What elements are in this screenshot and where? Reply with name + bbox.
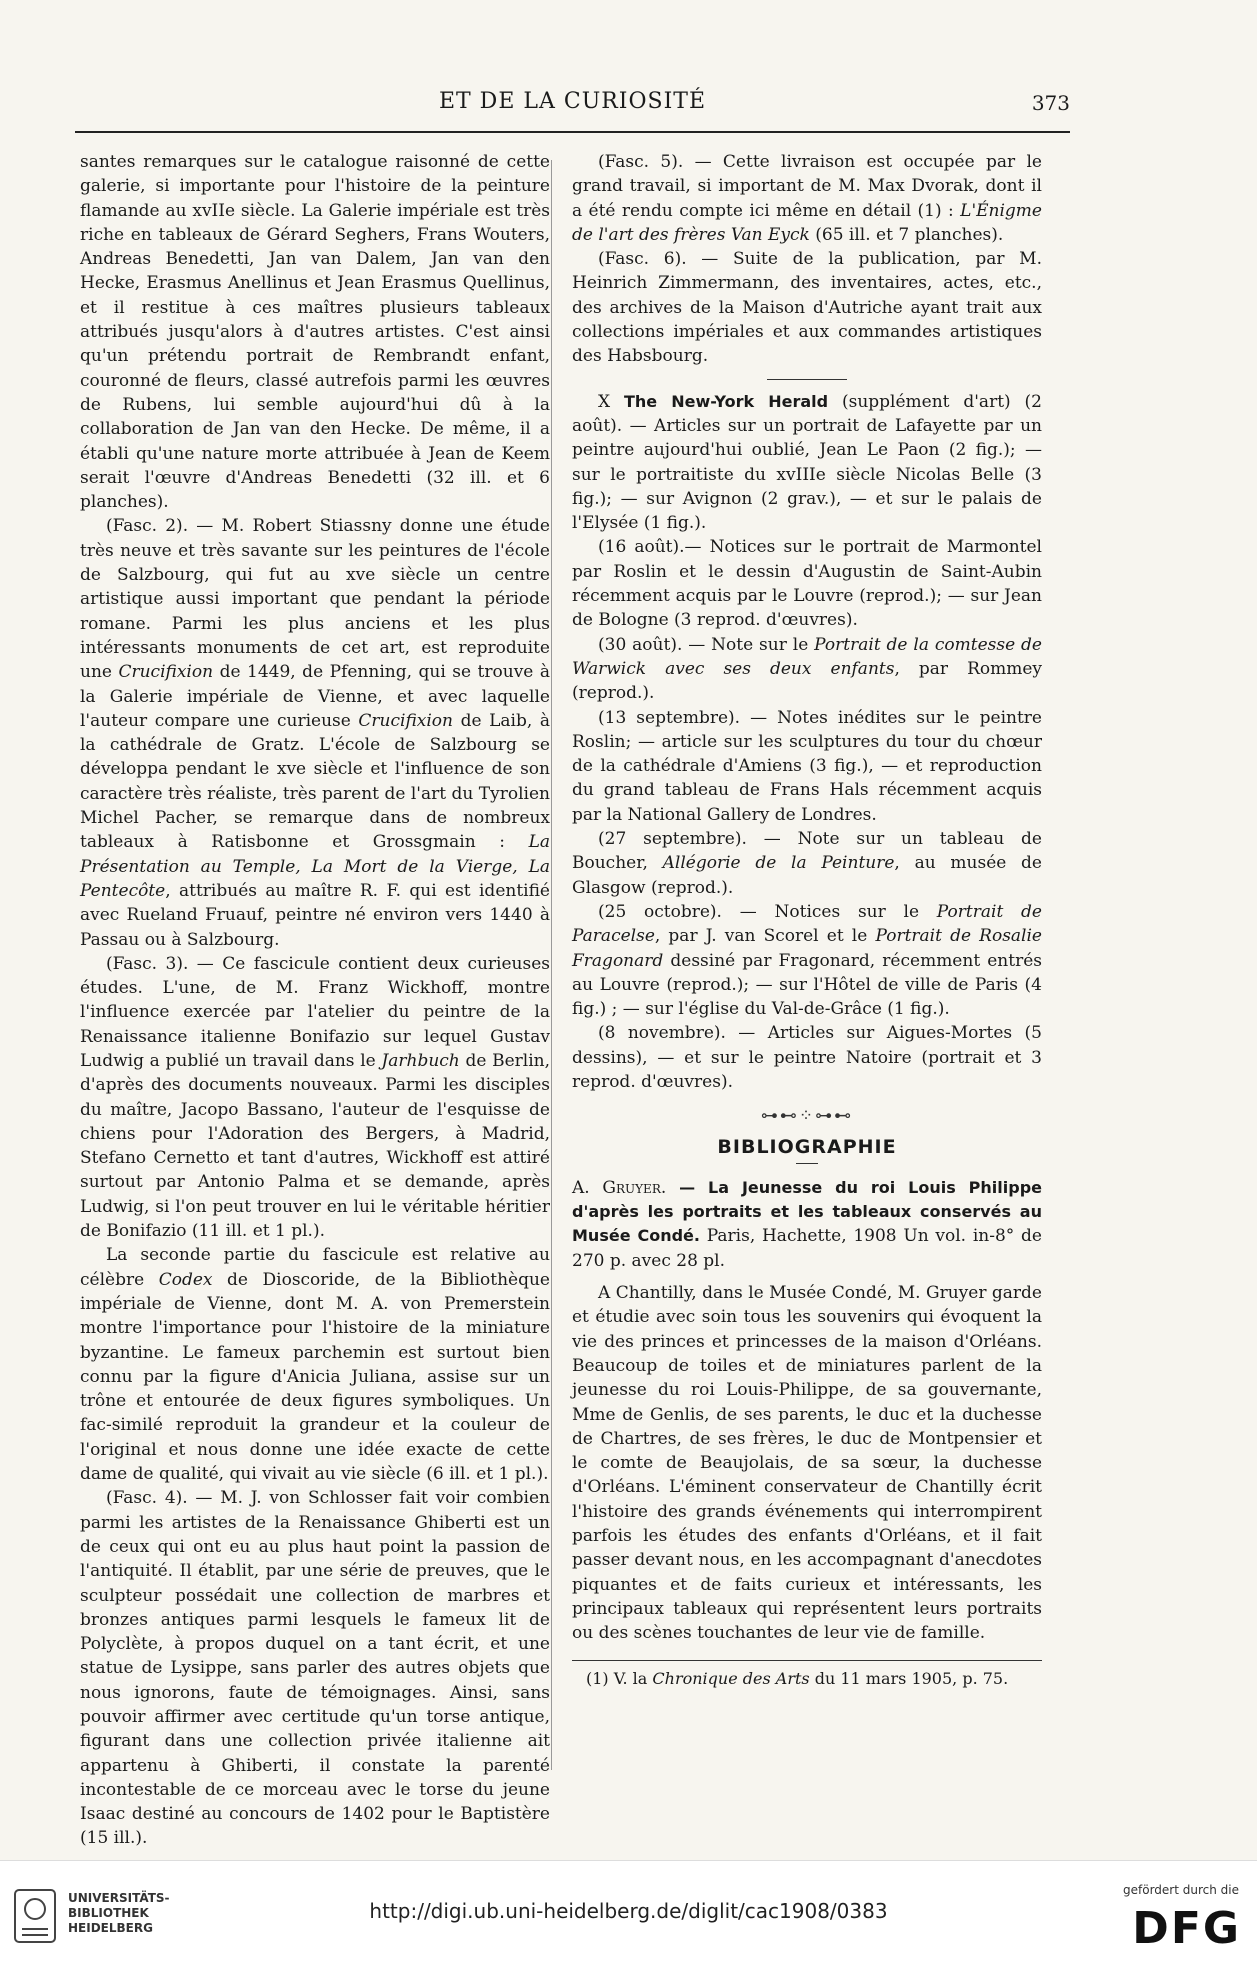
paragraph (572, 827, 1042, 900)
text-run: (Fasc. 3). — Ce fascicule contient deux curieuses études. L'une, de M. Franz Wickhoff, montre l'influence exercée par l'atelier du peintre de la Renaissance italienne Bonifazio sur lequel Gustav Ludwig a publié un travail dans le (80, 953, 550, 1071)
text-run: , par J. van Scorel et le (654, 926, 876, 947)
paragraph: santes remarques sur le catalogue raisonné de cette galerie, si importante pour l'histoire de la peinture flamande au xvIIe siècle. La Galerie impériale est très riche en tableaux de Gérard Seghers, Frans Wouters, Andreas Benedetti, Jan van Dalem, Jan van den Hecke, Erasmus Anellinus et Jean Erasmus Quellinus, et il restitue à ces maîtres plusieurs tableaux attribués jusqu'alors à d'autres artistes. C'est ainsi qu'un prétendu portrait de Rembrandt enfant, couronné de fleurs, classé autrefois parmi les œuvres de Rubens, lui semble aujourd'hui dû à la collaboration de Jan van den Hecke. De même, il a établi qu'une nature morte attribuée à Jean de Keem serait l'œuvre d'Andreas Benedetti (32 ill. et 6 planches). (80, 152, 550, 513)
text-run: (Fasc. 5). — Cette livraison est occupée par le grand travail, si important de M. Max Dvorak, dont il a été rendu compte ici même en détail (1) : (572, 152, 1042, 221)
left-column (80, 150, 550, 1851)
text-run: du 11 mars 1905, p. 75. (809, 1668, 1009, 1688)
italic-title: Crucifixion (118, 662, 214, 683)
italic-title: L'Énigme de l'art des frères Van Eyck (572, 200, 1042, 245)
paragraph: (Fasc. 6). — Suite de la publication, par M. Heinrich Zimmermann, des inventaires, actes, etc., des archives de la Maison d'Autriche ayant trait aux collections impériales et aux commandes artistiques des Habsbourg. (572, 249, 1042, 367)
paragraph (80, 1243, 550, 1486)
ornament-divider: ⊶⊷⁘⊶⊷ (760, 1106, 854, 1127)
text-run: dessiné par Fragonard, récemment entrés au Louvre (reprod.); — sur l'Hôtel de ville de Paris (4 fig.) ; — sur l'église du Val-de-Grâce (1 fig.). (572, 950, 1042, 1020)
paragraph (80, 952, 550, 1244)
italic-title: Crucifixion (358, 710, 453, 731)
italic-title: Portrait de la comtesse de Warwick avec ses deux enfants (572, 634, 1042, 679)
text-run: La seconde partie du fascicule est relative au célèbre (80, 1245, 550, 1290)
section-title: BIBLIOGRAPHIE (717, 1135, 897, 1158)
text-run: (30 août). — Note sur le (598, 634, 815, 655)
header-rule (75, 131, 1070, 133)
page-number: 373 (1031, 91, 1070, 115)
bib-author: A. Gruyer. (572, 1177, 667, 1198)
paragraph (572, 150, 1042, 247)
italic-title: Allégorie de la Peinture (662, 853, 895, 874)
paragraph: (8 novembre). — Articles sur Aigues-Mortes (5 dessins), — et sur le peintre Natoire (portrait et 3 reprod. d'œuvres). (572, 1023, 1042, 1092)
dfg-logo: DFG (1132, 1903, 1241, 1954)
bibliography-entry (572, 1176, 1042, 1273)
running-title: ET DE LA CURIOSITÉ (438, 89, 707, 114)
italic-title: Chronique des Arts (652, 1668, 810, 1688)
footnote-rule (572, 1660, 1042, 1661)
italic-title: Jarhbuch (381, 1050, 460, 1071)
italic-title: Portrait de Rosalie Fragonard (572, 926, 1042, 971)
paragraph: (16 août).— Notices sur le portrait de Marmontel par Roslin et le dessin d'Augustin de Saint-Aubin récemment acquis par le Louvre (reprod.); — sur Jean de Bologne (3 reprod. d'œuvres). (572, 537, 1042, 631)
paragraph (572, 900, 1042, 1021)
library-line: UNIVERSITÄTS- (68, 1891, 170, 1905)
text-run: (27 septembre). — Note sur un tableau de Boucher, (572, 829, 1042, 874)
text-run: (supplément d'art) (2 août). — Articles sur un portrait de Lafayette par un peintre aujourd'hui oublié, Jean Le Paon (2 fig.); — sur le portraitiste du xvIIIe siècle Nicolas Belle (3 fig.); — sur Avignon (2 grav.), — et sur le palais de l'Elysée (1 fig.). (572, 391, 1042, 534)
text-run: (25 octobre). — Notices sur le (598, 901, 937, 922)
paragraph (572, 390, 1042, 536)
section-rule (767, 379, 847, 380)
italic-title: Portrait de Paracelse (572, 901, 1042, 947)
text-run: (Fasc. 2). — M. Robert Stiassny donne une étude très neuve et très savante sur les peintures de l'école de Salzbourg, qui fut au xve siècle un centre artistique aussi important que pendant la période romane. Parmi les plus anciens et les plus intéressants monuments de cet art, est reproduite une (80, 516, 550, 683)
text-run: de Berlin, d'après des documents nouveaux. Parmi les disciples du maître, Jacopo Bassano, l'auteur de l'esquisse de chiens pour l'Adoration des Bergers, à Madrid, Stefano Cernetto et tant d'autres, Wickhoff est attiré surtout par Antonio Palma et se demande, après Ludwig, si l'on peut trouver en lui le véritable héritier de Bonifazio (11 ill. et 1 pl.). (80, 1050, 550, 1242)
text-run: de 1449, de Pfenning, qui se trouve à la Galerie impériale de Vienne, et avec laquelle l'auteur compare une curieuse (80, 662, 550, 731)
text-run: (65 ill. et 7 planches). (809, 224, 1004, 245)
italic-title: Codex (158, 1269, 213, 1290)
paragraph: (Fasc. 4). — M. J. von Schlosser fait voir combien parmi les artistes de la Renaissance Ghiberti est un de ceux qui ont eu au plus haut point la passion de l'antiquité. Il établit, par une série de preuves, que le sculpteur possédait une collection de marbres et bronzes antiques parmi lesquels le fameux lit de Polyclète, à propos duquel on a tant écrit, et une statue de Lysippe, sans parler des autres objets que nous ignorons, faute de témoignages. Ainsi, sans pouvoir affirmer avec certitude qu'un torse antique, figurant dans une collection privée italienne ait appartenu à Ghiberti, il constate la parenté incontestable de ce morceau avec le torse du jeune Isaac destiné au concours de 1402 pour le Baptistère (15 ill.). (80, 1488, 550, 1849)
text-run: X (598, 391, 624, 412)
text-run: de Laib, à la cathédrale de Gratz. L'école de Salzbourg se développa pendant le xve siècle et l'influence de son caractère très réaliste, très parent de l'art du Tyrolien Michel Pacher, se remarque dans de nombreux tableaux à Ratisbonne et Grossgmain : (80, 710, 550, 853)
library-line: HEIDELBERG (68, 1921, 153, 1935)
library-line: BIBLIOTHEK (68, 1906, 149, 1920)
bib-title: — La Jeunesse du roi Louis Philippe d'après les portraits et les tableaux conservés au Musée Condé. (572, 1177, 1042, 1246)
column-divider (551, 160, 552, 1770)
paragraph (80, 514, 550, 951)
text-run: de Dioscoride, de la Bibliothèque impériale de Vienne, dont M. A. von Premerstein montre l'importance pour l'histoire de la miniature byzantine. Le fameux parchemin est surtout bien connu par la figure d'Anicia Juliana, assise sur un trône et entourée de deux figures symboliques. Un fac-similé reproduit la grandeur et la couleur de l'original et nous donne une idée exacte de cette dame de qualité, qui vivait au vie siècle (6 ill. et 1 pl.). (80, 1269, 550, 1485)
text-run: , par Rommey (reprod.). (572, 658, 1043, 704)
italic-title: La Présentation au Temple, La Mort de la Vierge, La Pentecôte (80, 832, 550, 901)
periodical-name: The New-York Herald (624, 391, 829, 411)
text-run: , attribués au maître R. F. qui est identifié avec Rueland Fruauf, peintre né environ vers 1440 à Passau ou à Salzbourg. (80, 880, 550, 950)
text-run: , au musée de Glasgow (reprod.). (572, 853, 1042, 898)
paragraph: A Chantilly, dans le Musée Condé, M. Gruyer garde et étudie avec soin tous les souvenirs qui évoquent la vie des princes et princesses de la maison d'Orléans. Beaucoup de toiles et de miniatures parlent de la jeunesse du roi Louis-Philippe, de sa gouvernante, Mme de Genlis, de ses parents, le duc et la duchesse de Chartres, de ses frères, le duc de Montpensier et le comte de Beaujolais, de sa sœur, la duchesse d'Orléans. L'éminent conservateur de Chantilly écrit l'histoire des grands événements qui interrompirent parfois les études des enfants d'Orléans, et il fait passer devant nous, en les accompagnant d'anecdotes piquantes et de faits curieux et intéressants, les principaux tableaux qui représentent leurs portraits ou des scènes touchantes de leur vie de famille. (572, 1283, 1042, 1644)
funded-by-label: gefördert durch die (1123, 1883, 1239, 1897)
right-column (572, 150, 1042, 1691)
text-run: (1) V. la (586, 1668, 653, 1688)
paragraph (572, 633, 1042, 706)
footnote (572, 1667, 1042, 1691)
paragraph: (13 septembre). — Notes inédites sur le peintre Roslin; — article sur les sculptures du tour du chœur de la cathédrale d'Amiens (3 fig.), — et reproduction du grand tableau de Frans Hals récemment acquis par la National Gallery de Londres. (572, 707, 1042, 825)
title-rule (796, 1163, 818, 1164)
running-head (75, 85, 1070, 125)
digitization-footer (0, 1860, 1257, 1971)
bib-publication: Paris, Hachette, 1908 Un vol. in-8° de 270 p. avec 28 pl. (572, 1226, 1042, 1271)
source-url-link[interactable]: http://digi.ub.uni-heidelberg.de/diglit/cac1908/0383 (369, 1899, 888, 1923)
